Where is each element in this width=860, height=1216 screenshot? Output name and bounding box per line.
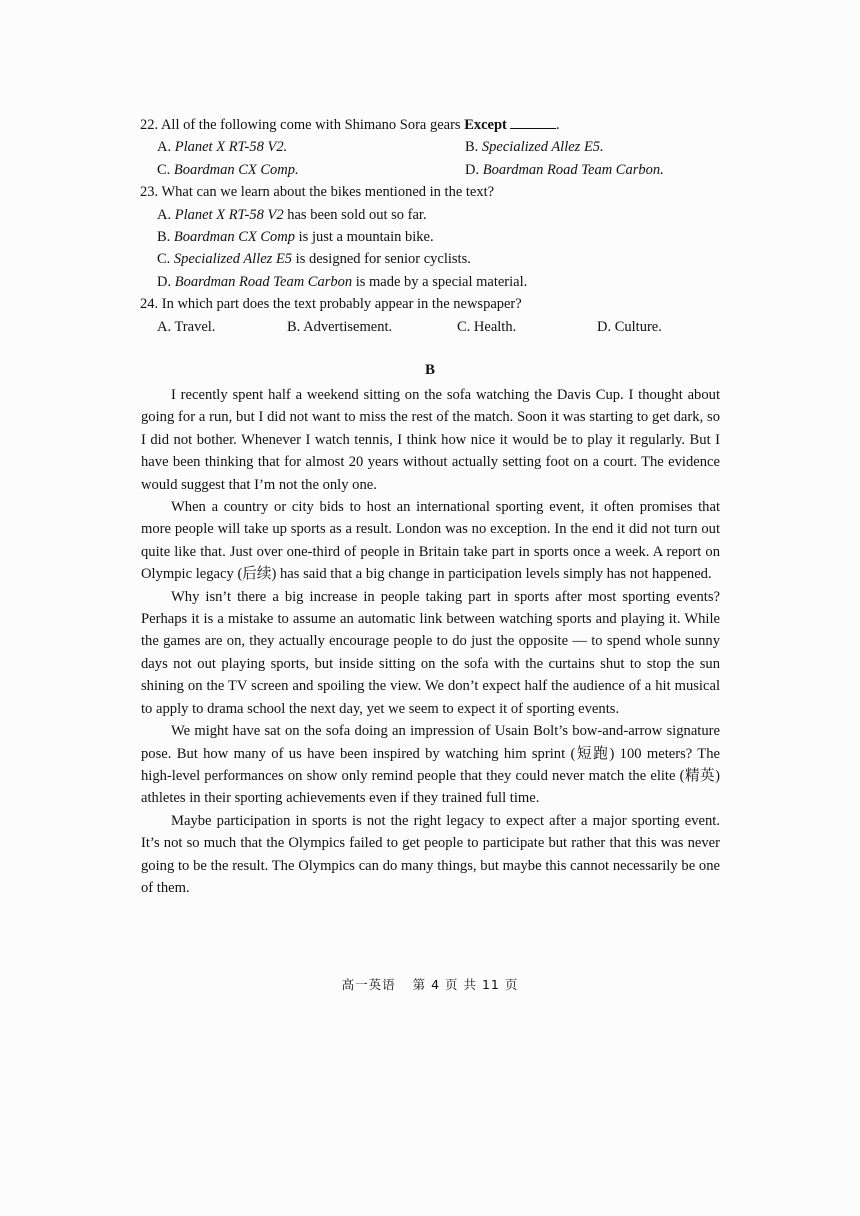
question-22-option-a: A. Planet X RT-58 V2.: [157, 139, 288, 156]
question-24-options: [157, 316, 740, 338]
question-22-stem: [140, 114, 740, 136]
question-22: [140, 114, 740, 338]
question-22-option-c: C. Boardman CX Comp.: [157, 161, 299, 178]
question-24-option-a: A. Travel.: [157, 318, 216, 335]
question-24-option-b: B. Advertisement.: [287, 318, 393, 335]
question-22-option-b: B. Specialized Allez E5.: [465, 139, 604, 156]
reading-passage: [141, 384, 720, 899]
question-24-stem: 24. In which part does the text probably appear in the newspaper?: [140, 296, 522, 313]
question-23-stem: 23. What can we learn about the bikes mentioned in the text?: [140, 184, 495, 201]
question-22-stem-bold: Except: [464, 117, 507, 133]
section-heading: B: [424, 362, 435, 378]
question-23-option-a: A. Planet X RT-58 V2 has been sold out so far.: [157, 206, 427, 223]
question-22-option-d: D. Boardman Road Team Carbon.: [465, 161, 664, 178]
footer-subject: 高一英语: [341, 977, 396, 992]
passage-paragraph-1: I recently spent half a weekend sitting on the sofa watching the Davis Cup. I thought about going for a run, but I did not want to miss the rest of the match. Soon it was starting to get dark, so I did not bother. Whenever I watch tennis, I think how nice it would be to play it regularly. But I have been thinking that for almost 20 years without actually setting foot on a court. The evidence would suggest that I’m not the only one.: [141, 387, 720, 493]
passage-paragraph-3: Why isn’t there a big increase in people taking part in sports after most sporting events? Perhaps it is a mistake to assume an automatic link between watching sports and playing it. While the games are on, they actually encourage people to do just the opposite — to spend whole sunny days not out playing sports, but inside sitting on the sofa with the curtains shut to stop the sun shining on the TV screen and spoiling the view. We don’t expect half the audience of a hit musical to apply to drama school the next day, yet we seem to expect it of sporting events.: [141, 588, 720, 717]
question-24-option-d: D. Culture.: [597, 318, 662, 335]
question-23-option-d: D. Boardman Road Team Carbon is made by a special material.: [157, 273, 528, 290]
question-22-stem-text: 22. All of the following come with Shimano Sora gears: [140, 117, 461, 133]
page-footer: [0, 975, 860, 993]
question-24-option-c: C. Health.: [457, 318, 517, 335]
passage-paragraph-4: We might have sat on the sofa doing an impression of Usain Bolt’s bow-and-arrow signature pose. But how many of us have been inspired by watching him sprint (短跑) 100 meters? The high-level performances on show only remind people that they could never match the elite (精英) athletes in their sporting achievements even if they trained full time.: [141, 723, 720, 807]
question-23-option-c: C. Specialized Allez E5 is designed for senior cyclists.: [157, 251, 471, 268]
question-22-options-row-1: [157, 136, 740, 158]
footer-page-info: 第 4 页 共 11 页: [412, 977, 519, 992]
passage-paragraph-2: When a country or city bids to host an international sporting event, it often promises that more people will take up sports as a result. London was no exception. In the end it did not turn out quite like that. Just over one-third of people in Britain take part in sports once a week. A report on Olympic legacy (后续) has said that a big change in participation levels simply has not happened.: [141, 499, 720, 583]
passage-paragraph-5: Maybe participation in sports is not the right legacy to expect after a major sporting event. It’s not so much that the Olympics failed to get people to participate but rather that this was never going to be the result. The Olympics can do many things, but maybe this cannot necessarily be one of them.: [141, 812, 720, 896]
answer-blank: [510, 114, 556, 129]
question-22-stem-end: .: [555, 117, 560, 133]
question-23-option-b: B. Boardman CX Comp is just a mountain bike.: [157, 229, 434, 246]
question-22-options-row-2: [157, 159, 740, 181]
